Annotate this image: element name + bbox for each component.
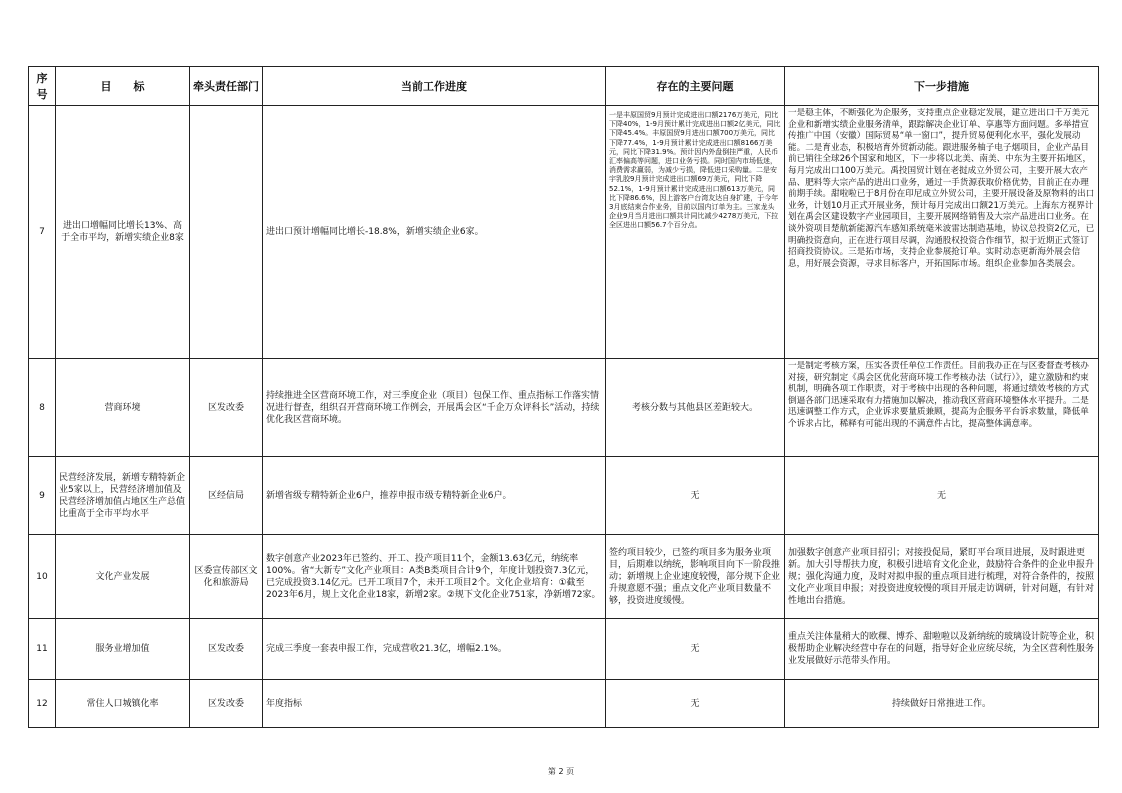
row-no: 7 bbox=[29, 106, 56, 359]
row-problem: 无 bbox=[606, 619, 785, 680]
row-progress: 完成三季度一套表申报工作，完成营收21.3亿，增幅2.1%。 bbox=[263, 619, 606, 680]
row-next-text: 一是稳主体，不断强化为企服务，支持重点企业稳定发展，建立进出口千万美元企业和新增实绩企业服务清单，跟踪解决企业订单、享惠等方面问题。多举措宣传推广中国（安徽）国际贸易“单一窗口”，提升贸易便利化水平，强化发展动能。二是育业态，积极培育外贸新动能。跟进服务柚子电子烟项目，企业产品目前已销往全球26个国家和地区，下一步将以北美、南美、中东为主要开拓地区，每月完成出口100万美元。禹投国贸计划在老挝成立外贸公司，主要开展大农产品、肥料等大宗产品的进出口业务，通过一手货源获取价格优势，目前正在办理前期手续。甜啦啦已于8月份在印尼成立外贸公司，主要开展设备及原物料的出口业务，计划10月正式开展业务，预计每月完成出口额21万美元。上海东方视界计划在禹会区建设数字产业园项目，主要开展网络销售及大宗产品进出口业务。在谈外资项目楚航新能源汽车感知系统毫米波雷达制造基地，协议总投资2亿元，已明确投资意向，正在进行项目尽调，沟通股权投资合作细节，拟于近期正式签订招商投资协议。三是拓市场，支持企业参展抢订单。实时动态更新海外展会信息，用好展会资源，寻求目标客户，开拓国际市场。组织企业参加各类展会。 bbox=[788, 108, 1095, 269]
header-dept: 牵头责任部门 bbox=[190, 67, 263, 106]
row-next: 无 bbox=[785, 457, 1099, 535]
row-problem: 签约项目较少，已签约项目多为服务业项目，后期难以纳统，影响项目向下一阶段推动；新增规上企业速度较慢，部分规下企业升规意愿不强；重点文化产业项目数量不够，投资进度缓慢。 bbox=[606, 535, 785, 619]
page-number: 第 2 页 bbox=[547, 767, 575, 776]
row-next: 重点关注体量稍大的欧稞、博乔、甜啦啦以及新纳统的玻璃设计院等企业，积极帮助企业解决经营中存在的问题，指导好企业应统尽统，为全区营利性服务业发展做好示范带头作用。 bbox=[785, 619, 1099, 680]
row-target: 营商环境 bbox=[56, 359, 190, 457]
row-progress: 新增省级专精特新企业6户，推荐申报市级专精特新企业6户。 bbox=[263, 457, 606, 535]
table-row bbox=[29, 680, 1099, 728]
header-progress: 当前工作进度 bbox=[263, 67, 606, 106]
row-dept bbox=[190, 106, 263, 359]
row-next bbox=[785, 106, 1099, 359]
row-no: 8 bbox=[29, 359, 56, 457]
row-progress: 持续推进全区营商环境工作，对三季度企业（项目）包保工作、重点指标工作落实情况进行督查，组织召开营商环境工作例会，开展禹会区“千企万众评科长”活动，持续优化我区营商环境。 bbox=[263, 359, 606, 457]
row-problem bbox=[606, 106, 785, 359]
progress-table bbox=[28, 66, 1099, 728]
row-progress: 年度指标 bbox=[263, 680, 606, 728]
table-row bbox=[29, 619, 1099, 680]
row-target: 服务业增加值 bbox=[56, 619, 190, 680]
row-next: 加强数字创意产业项目招引；对接投促局，紧盯平台项目进展，及时跟进更新。加大引导帮扶力度，积极引进培育文化企业，鼓励符合条件的企业申报升规；强化沟通力度，及时对拟申报的重点项目进行梳理，对符合条件的，按照文化产业项目申报；对投资进度较慢的项目开展走访调研，针对问题，有针对性地出台措施。 bbox=[785, 535, 1099, 619]
row-no: 12 bbox=[29, 680, 56, 728]
header-no: 序号 bbox=[29, 67, 56, 106]
table-row bbox=[29, 535, 1099, 619]
header-problem: 存在的主要问题 bbox=[606, 67, 785, 106]
row-dept: 区委宣传部区文化和旅游局 bbox=[190, 535, 263, 619]
table-row bbox=[29, 457, 1099, 535]
row-dept: 区发改委 bbox=[190, 619, 263, 680]
row-dept: 区发改委 bbox=[190, 359, 263, 457]
row-progress: 进出口预计增幅同比增长-18.8%，新增实绩企业6家。 bbox=[263, 106, 606, 359]
row-progress: 数字创意产业2023年已签约、开工、投产项目11个，金额13.63亿元，纳统率100%。省“大新专”文化产业项目：A类B类项目合计9个，年度计划投资7.3亿元，已完成投资3.14亿元。已开工项目7个，未开工项目2个。文化企业培育：①截至2023年6月，规上文化企业18家，新增2家。②规下文化企业751家，净新增72家。 bbox=[263, 535, 606, 619]
table-row bbox=[29, 359, 1099, 457]
row-target: 文化产业发展 bbox=[56, 535, 190, 619]
row-target: 常住人口城镇化率 bbox=[56, 680, 190, 728]
row-dept: 区经信局 bbox=[190, 457, 263, 535]
row-target: 民营经济发展，新增专精特新企业5家以上，民营经济增加值及民营经济增加值占地区生产总值比重高于全市平均水平 bbox=[56, 457, 190, 535]
row-no: 9 bbox=[29, 457, 56, 535]
row-no: 11 bbox=[29, 619, 56, 680]
header-next: 下一步措施 bbox=[785, 67, 1099, 106]
row-dept: 区发改委 bbox=[190, 680, 263, 728]
row-problem: 无 bbox=[606, 680, 785, 728]
row-next bbox=[785, 359, 1099, 457]
header-target: 目 标 bbox=[56, 67, 190, 106]
row-next: 持续做好日常推进工作。 bbox=[785, 680, 1099, 728]
row-problem: 无 bbox=[606, 457, 785, 535]
row-problem: 考核分数与其他县区差距较大。 bbox=[606, 359, 785, 457]
header-row bbox=[29, 67, 1099, 106]
row-target: 进出口增幅同比增长13%、高于全市平均，新增实绩企业8家 bbox=[56, 106, 190, 359]
row-no: 10 bbox=[29, 535, 56, 619]
row-problem-text: 一是丰原国贸9月预计完成进出口额2176万美元，同比下降40%，1-9月预计累计完成进出口额2亿美元，同比下降45.4%。丰原国贸9月进出口额700万美元，同比下降77.4%，1-9月预计累计完成进出口额8166万美元，同比下降31.9%。预计因内外盘倒挂严重，人民币汇率偏高等问题，进口业务亏损。同时国内市场低迷，消费需求赢弱，为减少亏损，降低进口采购量。二是安宇乳胶9月预计完成进出口额69万美元，同比下降52.1%，1-9月预计累计完成进出口额613万美元，同比下降86.6%，因上游客户台湾友达自身扩建，于今年3月底结束合作业务，目前以国内订单为主。三家龙头企业9月当月进出口额共计同比减少4278万美元，下拉全区进出口额56.7个百分点。 bbox=[609, 111, 781, 230]
row-next-text: 一是制定考核方案，压实各责任单位工作责任。目前我办正在与区委督查考核办对接，研究制定《禹会区优化营商环境工作考核办法（试行）》，建立激励和约束机制，明确各项工作职责，对于考核中出现的各种问题，将通过绩效考核的方式倒逼各部门迅速采取有力措施加以解决，推动我区营商环境整体水平提升。二是迅速调整工作方式，企业诉求要量质兼顾，提高为企服务平台诉求数量，降低单个诉求占比，稀释有可能出现的不满意件占比，提高整体满意率。 bbox=[788, 361, 1089, 429]
table-row bbox=[29, 106, 1099, 359]
